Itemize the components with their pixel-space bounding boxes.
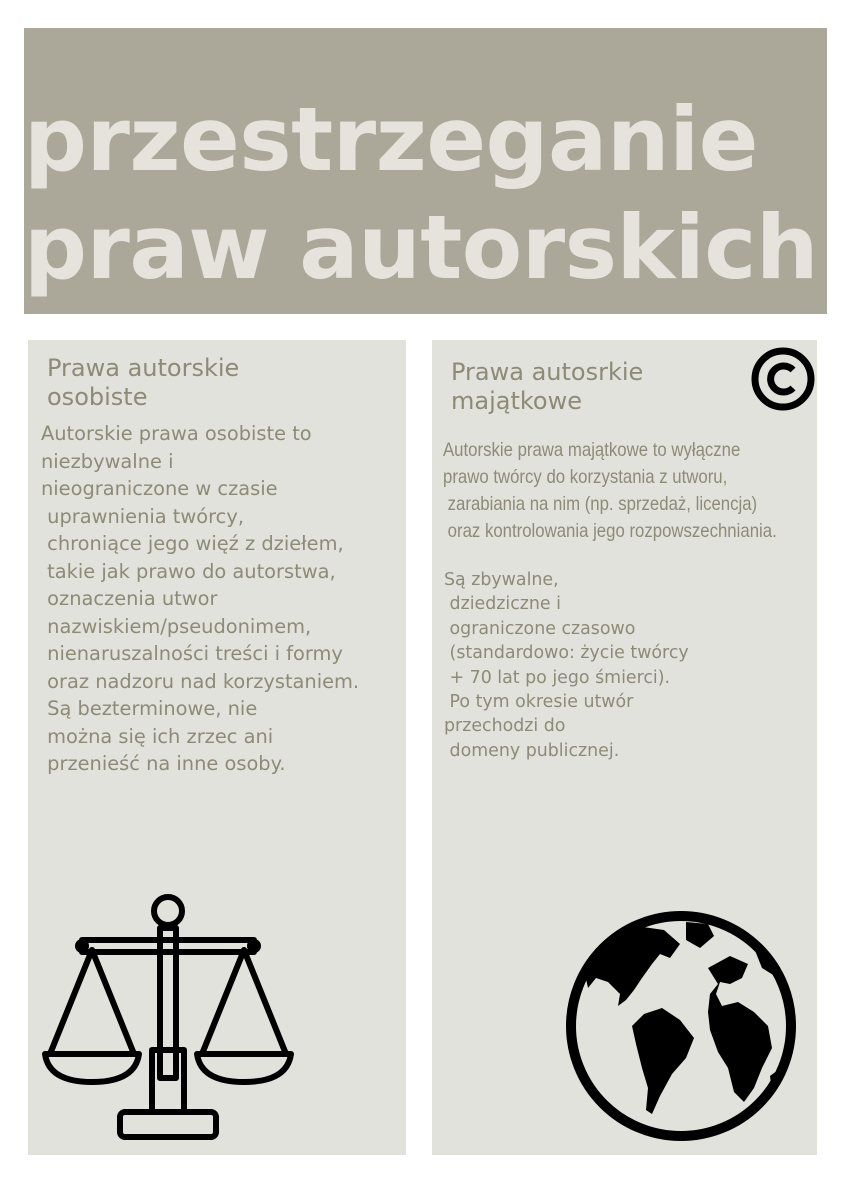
property-rights-definition: Autorskie prawa majątkowe to wyłączne prawo twórcy do korzystania z utworu, zarabiania na nim (np. sprzedaż, licencja) oraz kontrolowania jego rozpowszechniania. — [443, 439, 777, 542]
personal-rights-body: Autorskie prawa osobiste to niezbywalne i nieograniczone w czasie uprawnienia twórcy, chroniące jego więź z dziełem, takie jak prawo do autorstwa, oznaczenia utwor nazwiskiem/pseudonimem, nienaruszalności treści i formy oraz nadzoru nad korzystaniem. Są bezterminowe, nie można się ich zrzec ani przenieść na inne osoby. — [41, 422, 360, 775]
copyright-icon — [750, 346, 816, 412]
personal-rights-panel — [28, 340, 406, 1155]
property-rights-panel — [432, 340, 817, 1155]
property-rights-details: Są zbywalne, dziedziczne i ograniczone czasowo (standardowo: życie twórcy + 70 lat po jego śmierci). Po tym okresie utwór przechodzi do domeny publicznej. — [444, 570, 689, 761]
property-rights-heading — [451, 358, 643, 416]
property-rights-heading-line-2: majątkowe — [451, 387, 582, 415]
title-line-2: praw autorskich — [24, 196, 819, 299]
scales-of-justice-icon — [42, 892, 304, 1142]
title-line-1: przestrzeganie — [24, 88, 758, 191]
personal-rights-heading-line-1: Prawa autorskie — [47, 354, 240, 382]
property-rights-heading-line-1: Prawa autosrkie — [451, 358, 644, 386]
globe-icon — [558, 908, 806, 1144]
title-banner — [24, 28, 827, 314]
personal-rights-heading — [47, 354, 239, 412]
personal-rights-heading-line-2: osobiste — [47, 383, 148, 411]
